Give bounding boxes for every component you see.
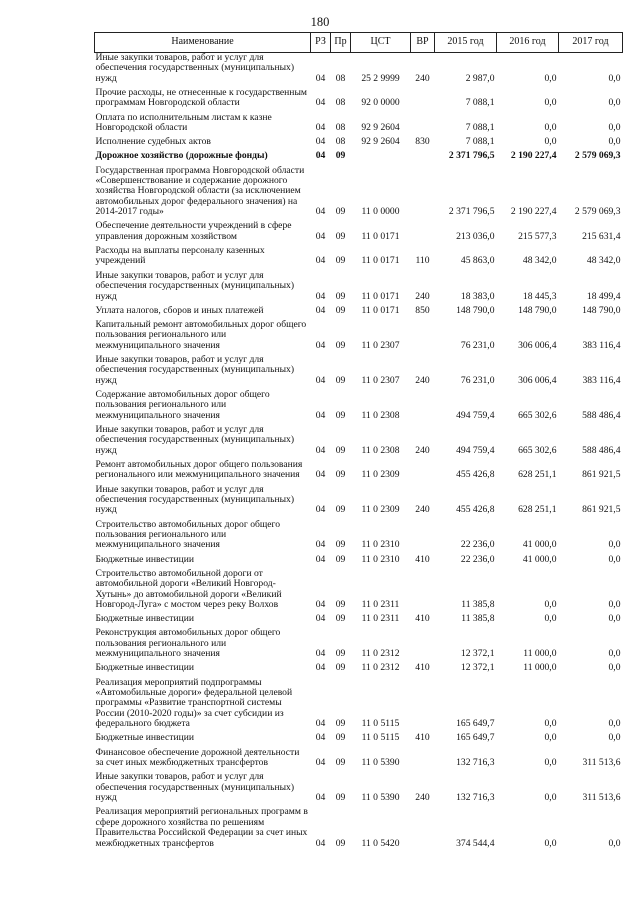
row-pr: 09 [335,374,346,386]
row-2015: 7 088,1 [465,122,495,134]
row-cst: 11 0 2311 [361,613,400,625]
row-2017: 311 513,6 [582,792,621,804]
table-row [95,221,623,246]
row-cst: 92 0 0000 [361,97,400,109]
row-cst: 11 0 2309 [361,469,400,481]
row-name: Исполнение судебных актов [95,136,211,148]
row-2016: 628 251,1 [518,504,557,516]
table-body [95,53,623,853]
row-rz: 04 [315,504,326,516]
row-pr: 09 [335,504,346,516]
row-2017: 0,0 [608,553,621,565]
row-rz: 04 [315,648,326,660]
row-cst: 11 0 2307 [361,374,400,386]
row-pr: 09 [335,339,346,351]
row-name: Иные закупки товаров, работ и услуг для обеспечения государственных (муниципальных) нужд [95,423,295,456]
row-2016: 148 790,0 [518,304,557,316]
row-vr [411,166,435,222]
row-2017: 2 579 069,3 [574,150,621,162]
page-number: 180 [310,15,330,29]
row-pr: 09 [335,206,346,218]
row-2016: 2 190 227,4 [510,206,557,218]
row-vr [411,678,435,734]
row-rz: 04 [315,150,326,162]
row-vr [411,460,435,485]
row-2015: 148 790,0 [456,304,495,316]
row-pr: 09 [335,837,346,849]
row-pr: 09 [335,150,346,162]
row-cst: 11 0 5390 [361,792,400,804]
row-2016: 0,0 [544,613,557,625]
row-cst [351,151,411,165]
row-2016: 0,0 [544,718,557,730]
table-row [95,137,623,151]
row-rz: 04 [315,837,326,849]
row-cst: 11 0 5390 [361,757,400,769]
header-2016: 2016 год [497,33,559,53]
row-2016: 18 445,3 [522,290,557,302]
row-pr: 09 [335,599,346,611]
header-rz: РЗ [311,33,331,53]
row-2016: 11 000,0 [523,648,557,660]
row-rz: 04 [315,72,326,84]
row-vr: 240 [415,444,430,456]
table-row [95,569,623,614]
row-rz: 04 [315,718,326,730]
row-vr: 410 [415,662,430,674]
row-cst: 11 0 2307 [361,339,400,351]
row-2016: 0,0 [544,122,557,134]
row-rz: 04 [315,97,326,109]
row-cst: 11 0 0000 [361,206,400,218]
row-2017: 2 579 069,3 [574,206,621,218]
row-vr: 830 [415,136,430,148]
row-cst: 25 2 9999 [361,72,400,84]
table-row [95,88,623,113]
table-row [95,772,623,807]
row-vr: 110 [415,255,430,267]
row-name: Иные закупки товаров, работ и услуг для обеспечения государственных (муниципальных) нужд [95,771,295,804]
row-rz: 04 [315,553,326,565]
row-2017: 861 921,5 [582,504,621,516]
row-name: Содержание автомобильных дорог общего пользования регионального или межмуниципального значения [95,388,270,421]
row-2016: 0,0 [544,837,557,849]
row-name: Строительство автомобильных дорог общего пользования регионального или межмуниципального значения [95,518,281,551]
row-cst: 11 0 2309 [361,504,400,516]
row-2016: 48 342,0 [522,255,557,267]
row-2016: 2 190 227,4 [510,150,557,162]
table-row [95,460,623,485]
row-vr: 850 [415,304,430,316]
row-2017: 0,0 [608,718,621,730]
row-cst: 11 0 2310 [361,539,400,551]
row-pr: 09 [335,409,346,421]
row-vr [411,520,435,555]
row-pr: 09 [335,648,346,660]
row-name: Уплата налогов, сборов и иных платежей [95,304,264,316]
row-2017: 148 790,0 [582,304,621,316]
row-2017: 0,0 [608,648,621,660]
table-row [95,151,623,165]
row-rz: 04 [315,339,326,351]
row-name: Иные закупки товаров, работ и услуг для обеспечения государственных (муниципальных) нужд [95,52,295,84]
row-cst: 11 0 0171 [361,290,400,302]
table-row [95,425,623,460]
row-pr: 08 [335,136,346,148]
table-row [95,614,623,628]
row-2015: 22 236,0 [460,539,495,551]
row-rz: 04 [315,304,326,316]
row-pr: 09 [335,613,346,625]
row-vr: 240 [415,72,430,84]
table-row [95,113,623,138]
row-2015: 132 716,3 [456,757,495,769]
row-name: Бюджетные инвестиции [95,553,194,565]
row-vr: 240 [415,290,430,302]
row-2017: 588 486,4 [582,409,621,421]
row-2017: 48 342,0 [586,255,621,267]
row-cst: 11 0 0171 [361,304,400,316]
table-row [95,246,623,271]
row-2015: 494 759,4 [456,409,495,421]
row-2017: 0,0 [608,662,621,674]
row-cst: 11 0 2311 [361,599,400,611]
row-pr: 09 [335,662,346,674]
row-rz: 04 [315,122,326,134]
table-row [95,306,623,320]
row-2017: 0,0 [608,599,621,611]
row-2017: 383 116,4 [582,339,621,351]
row-2016: 0,0 [544,72,557,84]
row-rz: 04 [315,230,326,242]
row-pr: 09 [335,539,346,551]
row-rz: 04 [315,662,326,674]
table-row [95,271,623,306]
row-2016: 665 302,6 [518,444,557,456]
row-vr: 240 [415,504,430,516]
row-2017: 215 631,4 [582,230,621,242]
row-2016: 0,0 [544,136,557,148]
row-2016: 0,0 [544,599,557,611]
table-row [95,733,623,747]
row-2017: 383 116,4 [582,374,621,386]
row-2015: 374 544,4 [456,837,495,849]
row-2015: 12 372,1 [460,648,495,660]
row-name: Строительство автомобильной дороги от автомобильной дороги «Великий Новгород-Хутынь» до автомобильной дороги «Великий Новгород-Луга» с мостом через реку Волхов [95,567,282,611]
row-2015: 132 716,3 [456,792,495,804]
row-name: Ремонт автомобильных дорог общего пользования регионального или межмуниципального значения [95,458,303,481]
header-vr: ВР [411,33,435,53]
row-name: Государственная программа Новгородской области «Совершенствование и содержание дорожного хозяйства Новгородской области (за исключением автомобильных дорог федерального значения) на 2014-2017 годы» [95,164,305,218]
row-pr: 09 [335,792,346,804]
row-name: Финансовое обеспечение дорожной деятельности за счет иных межбюджетных трансфертов [95,746,300,769]
row-vr [411,221,435,246]
row-cst: 11 0 5420 [361,837,400,849]
row-2016: 11 000,0 [523,662,557,674]
row-2017: 0,0 [608,136,621,148]
row-vr: 410 [415,553,430,565]
table-row [95,166,623,222]
row-vr: 240 [415,792,430,804]
row-vr: 410 [415,732,430,744]
row-2015: 18 383,0 [460,290,495,302]
table-row [95,748,623,773]
row-name: Бюджетные инвестиции [95,732,194,744]
row-cst: 11 0 5115 [361,732,400,744]
header-2015: 2015 год [435,33,497,53]
row-vr [411,151,435,165]
row-pr: 09 [335,553,346,565]
row-2015: 213 036,0 [456,230,495,242]
row-pr: 09 [335,304,346,316]
row-cst: 92 9 2604 [361,122,400,134]
row-name: Реализация мероприятий региональных программ в сфере дорожного хозяйства по решениям Правительства Российской Федерации за счет иных межбюджетных трансфертов [95,806,308,849]
table-row [95,53,623,89]
row-2016: 0,0 [544,757,557,769]
row-pr: 08 [335,122,346,134]
row-2017: 861 921,5 [582,469,621,481]
row-name: Оплата по исполнительным листам к казне Новгородской области [95,111,272,134]
row-2016: 0,0 [544,732,557,744]
row-pr: 09 [335,255,346,267]
row-rz: 04 [315,409,326,421]
row-rz: 04 [315,136,326,148]
row-2016: 0,0 [544,792,557,804]
header-2017: 2017 год [559,33,623,53]
row-2015: 7 088,1 [465,136,495,148]
row-2016: 306 006,4 [518,339,557,351]
row-2015: 22 236,0 [460,553,495,565]
row-name: Прочие расходы, не отнесенные к государственным программам Новгородской области [95,87,307,109]
row-name: Иные закупки товаров, работ и услуг для обеспечения государственных (муниципальных) нужд [95,269,295,302]
row-pr: 09 [335,469,346,481]
row-rz: 04 [315,599,326,611]
row-pr: 09 [335,444,346,456]
row-2016: 0,0 [544,97,557,109]
table-row [95,628,623,663]
row-2017: 0,0 [608,122,621,134]
row-rz: 04 [315,792,326,804]
row-cst: 11 0 2310 [361,553,400,565]
row-2015: 12 372,1 [460,662,495,674]
row-cst: 11 0 5115 [361,718,400,730]
table-header-row [95,33,623,53]
row-pr: 09 [335,230,346,242]
row-rz: 04 [315,290,326,302]
table-row [95,320,623,355]
row-name: Обеспечение деятельности учреждений в сфере управления дорожным хозяйством [95,220,292,242]
row-rz: 04 [315,255,326,267]
row-2015: 165 649,7 [456,732,495,744]
row-2017: 0,0 [608,732,621,744]
row-pr: 09 [335,718,346,730]
row-2017: 0,0 [608,613,621,625]
row-vr [411,88,435,113]
row-name: Иные закупки товаров, работ и услуг для обеспечения государственных (муниципальных) нужд [95,353,295,386]
row-rz: 04 [315,206,326,218]
row-name: Расходы на выплаты персоналу казенных учреждений [95,245,265,267]
row-2015: 2 371 796,5 [448,150,495,162]
table-row [95,555,623,569]
row-vr [411,390,435,425]
row-2017: 18 499,4 [586,290,621,302]
table-row [95,485,623,520]
row-vr [411,113,435,138]
row-2015: 455 426,8 [456,469,495,481]
row-2015: 11 385,8 [461,599,495,611]
row-2015: 2 987,0 [465,72,495,84]
table-row [95,520,623,555]
table-row [95,807,623,852]
row-name: Дорожное хозяйство (дорожные фонды) [95,150,268,162]
row-2016: 41 000,0 [522,553,557,565]
row-2017: 588 486,4 [582,444,621,456]
row-pr: 09 [335,732,346,744]
row-2017: 0,0 [608,97,621,109]
row-rz: 04 [315,732,326,744]
row-2015: 76 231,0 [460,374,495,386]
header-cst: ЦСТ [351,33,411,53]
row-vr [411,807,435,852]
header-name: Наименование [95,33,311,53]
row-2016: 41 000,0 [522,539,557,551]
table-row [95,678,623,734]
row-vr [411,628,435,663]
table-row [95,390,623,425]
row-cst: 11 0 2308 [361,444,400,456]
row-2017: 0,0 [608,539,621,551]
row-2017: 311 513,6 [582,757,621,769]
row-cst: 11 0 2312 [361,648,400,660]
row-name: Бюджетные инвестиции [95,662,194,674]
row-vr: 240 [415,374,430,386]
row-2015: 11 385,8 [461,613,495,625]
row-cst: 11 0 0171 [361,255,400,267]
row-vr: 410 [415,613,430,625]
row-vr [411,748,435,773]
row-2016: 628 251,1 [518,469,557,481]
row-2015: 45 863,0 [460,255,495,267]
row-vr [411,569,435,614]
row-2015: 2 371 796,5 [448,206,495,218]
row-vr [411,320,435,355]
row-rz: 04 [315,469,326,481]
row-pr: 08 [335,72,346,84]
row-rz: 04 [315,757,326,769]
row-cst: 11 0 2308 [361,409,400,421]
row-2017: 0,0 [608,72,621,84]
row-2015: 76 231,0 [460,339,495,351]
row-2015: 165 649,7 [456,718,495,730]
header-pr: Пр [331,33,351,53]
row-2015: 455 426,8 [456,504,495,516]
row-rz: 04 [315,539,326,551]
row-2017: 0,0 [608,837,621,849]
row-name: Иные закупки товаров, работ и услуг для обеспечения государственных (муниципальных) нужд [95,483,295,516]
row-rz: 04 [315,374,326,386]
row-pr: 09 [335,290,346,302]
row-pr: 08 [335,97,346,109]
row-rz: 04 [315,613,326,625]
row-2016: 306 006,4 [518,374,557,386]
row-name: Капитальный ремонт автомобильных дорог общего пользования регионального или межмуниципального значения [95,318,307,351]
table-row [95,355,623,390]
row-2015: 7 088,1 [465,97,495,109]
budget-table [94,32,623,853]
row-name: Реализация мероприятий подпрограммы «Автомобильные дороги» федеральной целевой программы «Развитие транспортной системы России (2010-2020 годы)» за счет субсидии из федерального бюджета [95,676,293,730]
row-2016: 215 577,3 [518,230,557,242]
row-name: Бюджетные инвестиции [95,613,194,625]
row-cst: 11 0 0171 [361,230,400,242]
row-pr: 09 [335,757,346,769]
row-cst: 11 0 2312 [361,662,400,674]
table-row [95,663,623,677]
row-name: Реконструкция автомобильных дорог общего пользования регионального или межмуниципального значения [95,627,281,660]
row-cst: 92 9 2604 [361,136,400,148]
row-2016: 665 302,6 [518,409,557,421]
row-rz: 04 [315,444,326,456]
row-2015: 494 759,4 [456,444,495,456]
